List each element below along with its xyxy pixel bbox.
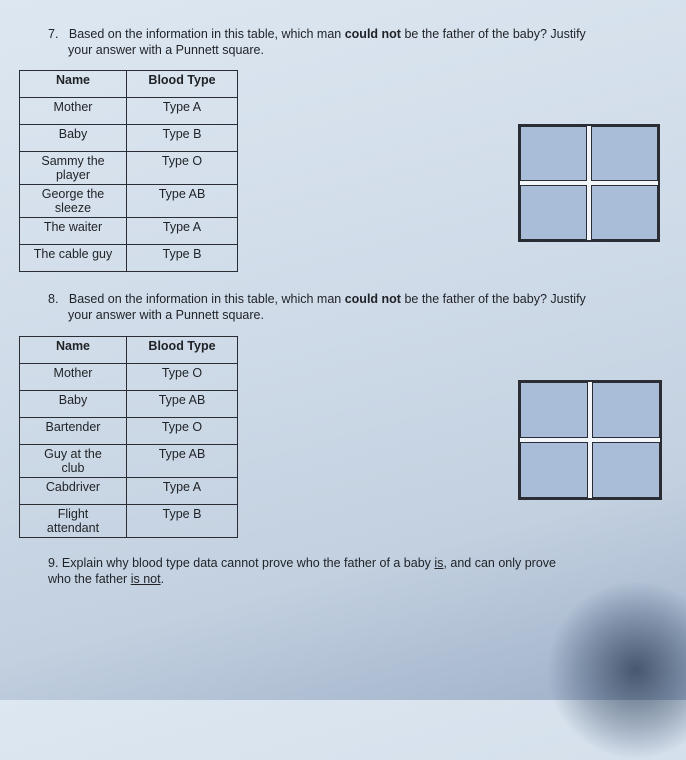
- type-cell: Type AB: [127, 185, 238, 218]
- name-cell: Baby: [20, 125, 127, 152]
- question-emphasis: could not: [344, 27, 401, 41]
- name-cell: Mother: [20, 364, 127, 391]
- blood-type-table-1: [19, 70, 238, 272]
- table-row: [20, 185, 238, 218]
- question-text-line2: your answer with a Punnett square.: [68, 308, 264, 322]
- name-cell: Bartender: [20, 418, 127, 445]
- name-cell: [20, 505, 127, 538]
- punnett-cell[interactable]: [592, 442, 660, 498]
- table-row: [20, 505, 238, 538]
- punnett-cell[interactable]: [520, 185, 587, 240]
- punnett-cell[interactable]: [520, 442, 588, 498]
- name-cell: Baby: [20, 391, 127, 418]
- type-cell: Type O: [127, 418, 238, 445]
- table-row: [20, 418, 238, 445]
- underlined-is: is: [434, 556, 444, 570]
- question-text: Explain why blood type data cannot prove who the father of a baby: [61, 556, 435, 570]
- table-row: [20, 98, 238, 125]
- name-cell: Mother: [20, 98, 127, 125]
- name-cell: [20, 185, 127, 218]
- name-cell: [20, 152, 127, 185]
- punnett-cell[interactable]: [592, 382, 660, 438]
- type-cell: Type O: [127, 364, 238, 391]
- question-text-end: .: [160, 572, 165, 586]
- question-text-line2: who the father: [48, 572, 131, 586]
- punnett-square-1[interactable]: [518, 124, 660, 242]
- table-row: [20, 445, 238, 478]
- table-row: [20, 152, 238, 185]
- question-text: Based on the information in this table, which man: [68, 292, 345, 306]
- name-line: Sammy the: [41, 154, 105, 168]
- question-number: 9.: [48, 556, 59, 570]
- question-text-cont: , and can only prove: [443, 556, 556, 570]
- type-cell: Type A: [127, 218, 238, 245]
- name-line: club: [61, 461, 85, 475]
- name-cell: Cabdriver: [20, 478, 127, 505]
- punnett-cell[interactable]: [591, 126, 658, 181]
- type-cell: Type AB: [127, 445, 238, 478]
- punnett-cell[interactable]: [591, 185, 658, 240]
- question-7: [48, 26, 678, 58]
- question-emphasis: could not: [344, 292, 401, 306]
- table-row: [20, 125, 238, 152]
- name-line: Guy at the: [44, 447, 102, 461]
- photo-shadow: [546, 580, 686, 760]
- table-row: [20, 218, 238, 245]
- name-line: Flight: [57, 507, 89, 521]
- question-9: [48, 555, 678, 587]
- question-8: [48, 291, 678, 323]
- type-cell: Type O: [127, 152, 238, 185]
- type-cell: Type B: [127, 125, 238, 152]
- type-cell: Type A: [127, 478, 238, 505]
- name-line: player: [55, 168, 91, 182]
- punnett-cell[interactable]: [520, 126, 587, 181]
- question-number: 7.: [48, 27, 59, 41]
- name-line: sleeze: [54, 201, 92, 215]
- name-cell: [20, 445, 127, 478]
- table-row: [20, 478, 238, 505]
- table-row: [20, 364, 238, 391]
- type-cell: Type B: [127, 505, 238, 538]
- underlined-is-not: is not: [130, 572, 161, 586]
- type-cell: Type B: [127, 245, 238, 272]
- header-blood-type: Blood Type: [127, 337, 238, 364]
- question-text-line2: your answer with a Punnett square.: [68, 43, 264, 57]
- type-cell: Type A: [127, 98, 238, 125]
- header-name: Name: [20, 337, 127, 364]
- header-blood-type: Blood Type: [127, 71, 238, 98]
- name-line: attendant: [46, 521, 100, 535]
- type-cell: Type AB: [127, 391, 238, 418]
- question-number: 8.: [48, 292, 59, 306]
- blood-type-table-2: [19, 336, 238, 538]
- punnett-cell[interactable]: [520, 382, 588, 438]
- question-text: Based on the information in this table, which man: [68, 27, 345, 41]
- question-text-cont: be the father of the baby? Justify: [400, 27, 586, 41]
- punnett-square-2[interactable]: [518, 380, 662, 500]
- name-cell: The cable guy: [20, 245, 127, 272]
- table-row: [20, 391, 238, 418]
- name-line: George the: [41, 187, 105, 201]
- question-text-cont: be the father of the baby? Justify: [400, 292, 586, 306]
- header-name: Name: [20, 71, 127, 98]
- table-row: [20, 245, 238, 272]
- name-cell: The waiter: [20, 218, 127, 245]
